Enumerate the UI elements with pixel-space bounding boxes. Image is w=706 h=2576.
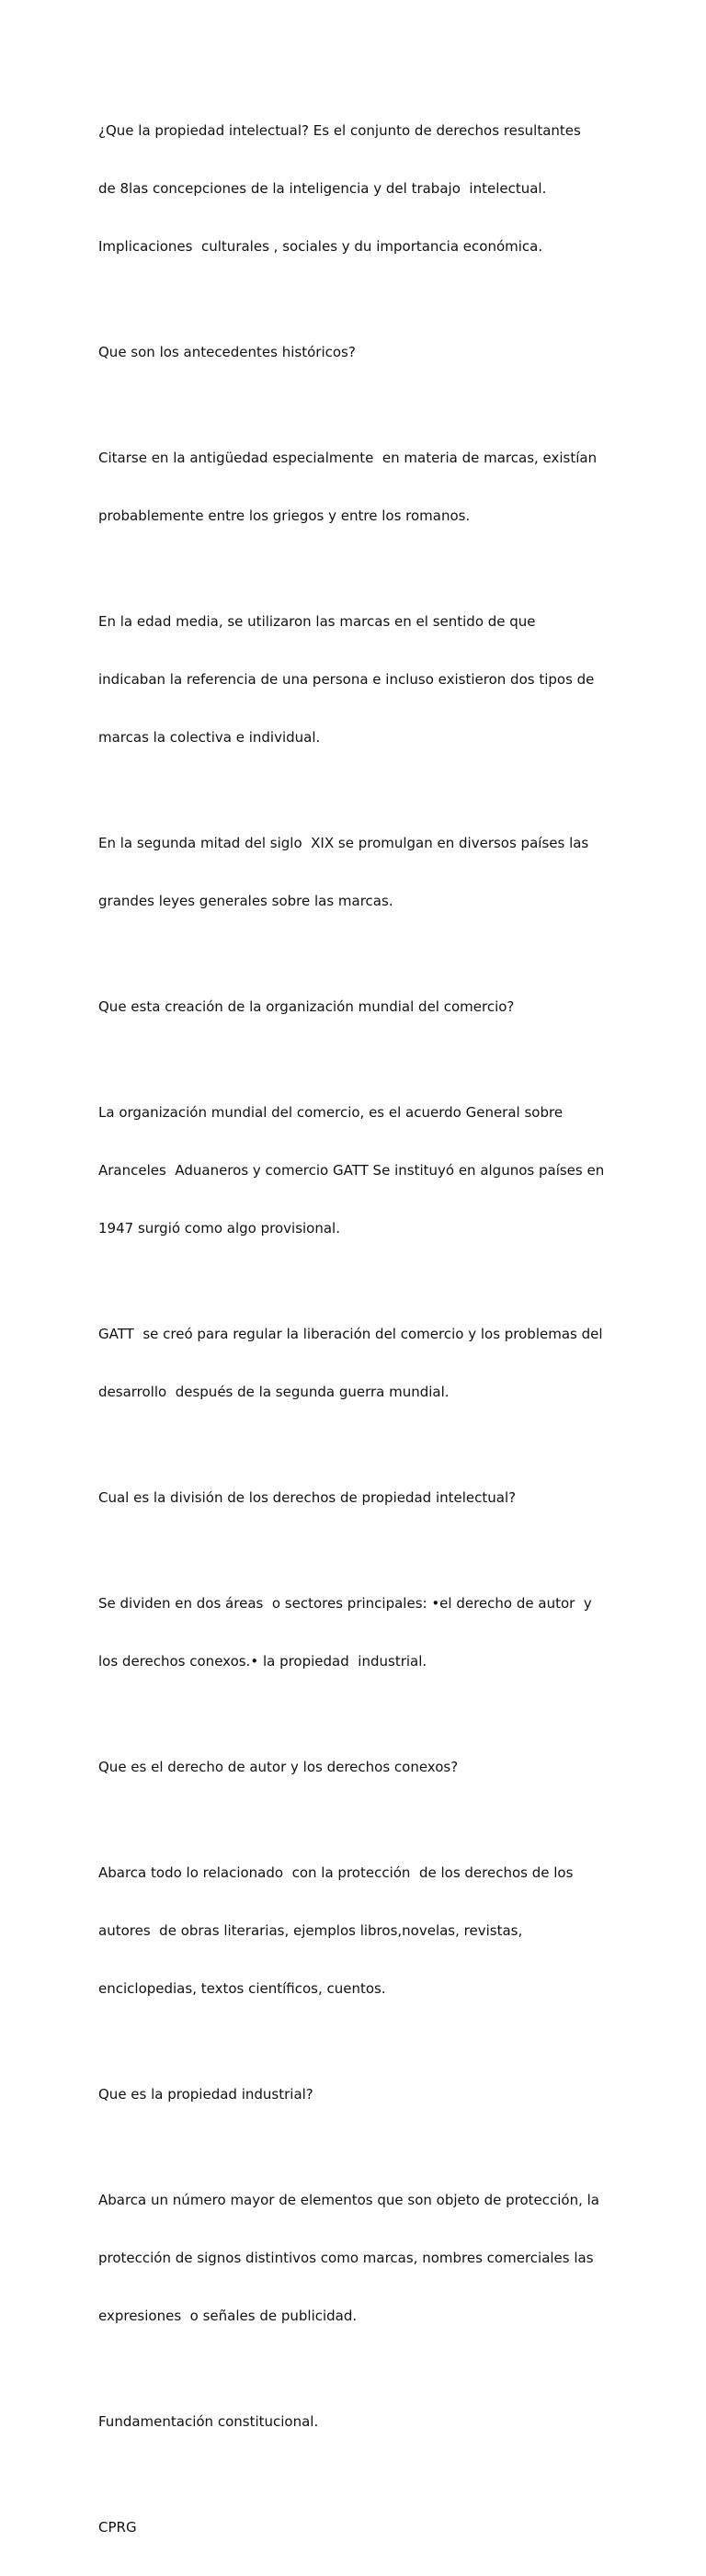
text-line: En la segunda mitad del siglo XIX se promulgan en diversos países las	[98, 835, 589, 851]
text-line: Se dividen en dos áreas o sectores principales: •el derecho de autor y	[98, 1595, 592, 1612]
text-line: enciclopedias, textos científicos, cuentos.	[98, 1980, 386, 1997]
text-line: Que esta creación de la organización mundial del comercio?	[98, 998, 515, 1015]
text-line: Que es el derecho de autor y los derechos conexos?	[98, 1759, 459, 1775]
text-line: ¿Que la propiedad intelectual? Es el conjunto de derechos resultantes	[98, 122, 581, 139]
paragraph-division	[98, 1556, 614, 1710]
text-line: expresiones o señales de publicidad.	[98, 2308, 358, 2324]
text-line: los derechos conexos.• la propiedad industrial.	[98, 1653, 427, 1670]
text-line: GATT se creó para regular la liberación del comercio y los problemas del	[98, 1326, 603, 1342]
text-line: probablemente entre los griegos y entre los romanos.	[98, 507, 471, 524]
text-line: Abarca todo lo relacionado con la protección de los derechos de los	[98, 1864, 574, 1881]
text-line: de 8las concepciones de la inteligencia y del trabajo intelectual.	[98, 180, 547, 197]
paragraph-propiedad-industrial	[98, 2152, 614, 2365]
question-omc	[98, 959, 614, 1055]
paragraph-antiguedad	[98, 410, 614, 564]
text-line: En la edad media, se utilizaron las marcas en el sentido de que	[98, 613, 536, 630]
paragraph-edad-media	[98, 574, 614, 786]
question-division	[98, 1450, 614, 1546]
text-line: Fundamentación constitucional.	[98, 2413, 319, 2430]
text-line: La organización mundial del comercio, es el acuerdo General sobre	[98, 1104, 564, 1121]
question-antecedentes	[98, 304, 614, 401]
heading-cprg	[98, 2479, 614, 2576]
question-derecho-autor	[98, 1719, 614, 1816]
paragraph-siglo-xix	[98, 795, 614, 950]
text-line: Abarca un número mayor de elementos que son objeto de protección, la	[98, 2192, 599, 2208]
text-line: desarrollo después de la segunda guerra mundial.	[98, 1384, 450, 1400]
text-line: Que es la propiedad industrial?	[98, 2086, 313, 2103]
paragraph-definition	[98, 83, 614, 295]
heading-fundamentacion	[98, 2374, 614, 2470]
text-line: autores de obras literarias, ejemplos libros,novelas, revistas,	[98, 1922, 523, 1939]
text-line: marcas la colectiva e individual.	[98, 729, 321, 746]
question-propiedad-industrial	[98, 2046, 614, 2143]
paragraph-derecho-autor	[98, 1825, 614, 2037]
text-line: Que son los antecedentes históricos?	[98, 344, 356, 360]
text-line: Citarse en la antigüedad especialmente en materia de marcas, existían	[98, 450, 598, 466]
text-line: grandes leyes generales sobre las marcas.	[98, 893, 393, 909]
text-line: Implicaciones culturales , sociales y du importancia económica.	[98, 238, 543, 255]
text-line: indicaban la referencia de una persona e incluso existieron dos tipos de	[98, 671, 595, 688]
text-line: Aranceles Aduaneros y comercio GATT Se instituyó en algunos países en	[98, 1162, 605, 1179]
text-line: Cual es la división de los derechos de propiedad intelectual?	[98, 1489, 517, 1506]
paragraph-gatt	[98, 1286, 614, 1441]
text-line: protección de signos distintivos como marcas, nombres comerciales las	[98, 2250, 594, 2266]
paragraph-omc	[98, 1065, 614, 1277]
text-line: 1947 surgió como algo provisional.	[98, 1220, 340, 1237]
text-line: CPRG	[98, 2519, 137, 2536]
